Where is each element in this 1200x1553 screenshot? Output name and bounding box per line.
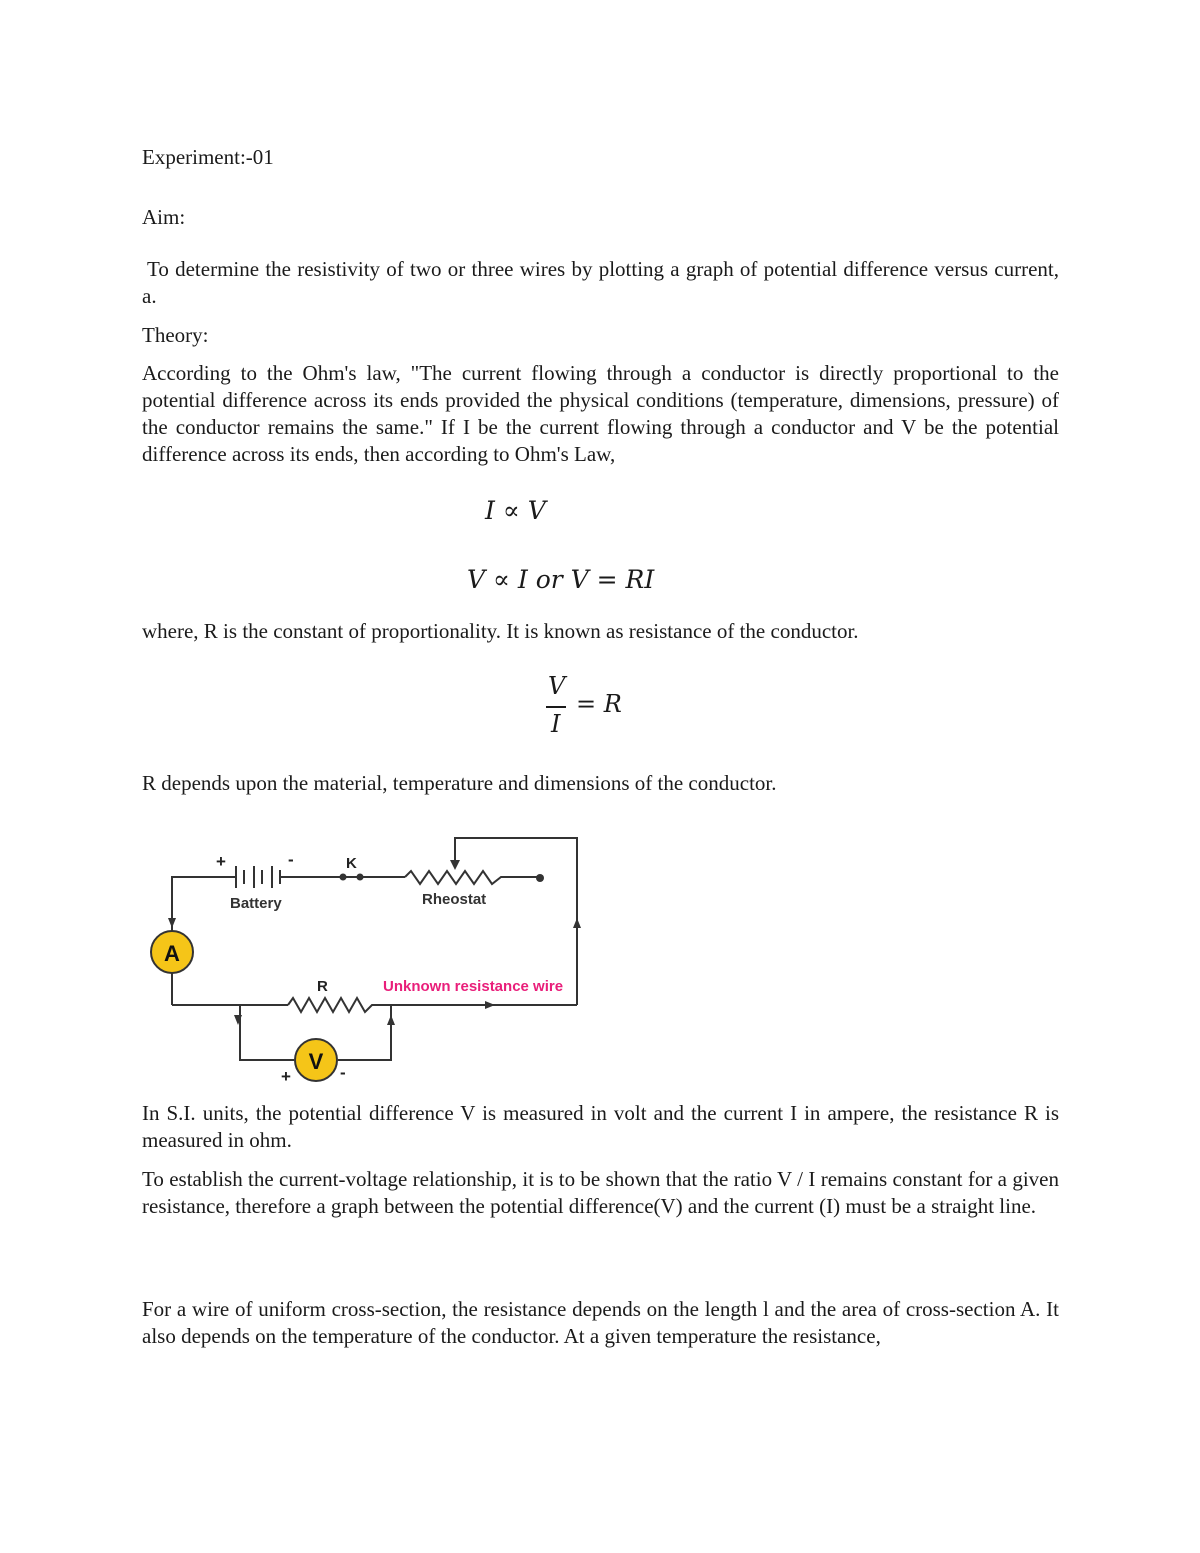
- current-voltage-paragraph: To establish the current-voltage relationship, it is to be shown that the ratio V / I remains constant for a given resistance, therefore a graph between the potential difference(V) and the current (I) must be a straight line.: [142, 1167, 1059, 1218]
- experiment-title: Experiment:-01: [142, 145, 274, 169]
- voltmeter-minus-sign: -: [340, 1063, 346, 1082]
- fraction-denominator: I: [551, 710, 561, 738]
- battery-label: Battery: [230, 895, 282, 912]
- rheostat-label: Rheostat: [422, 891, 487, 908]
- resistance-factors: R depends upon the material, temperature and dimensions of the conductor.: [142, 771, 777, 795]
- ohms-law-paragraph: According to the Ohm's law, "The current flowing through a conductor is directly proportional to the potential difference across its ends provided the physical conditions (temperature, dimensions, pressure) of the conductor remains the same." If I be the current flowing through a conductor and V be the potential difference across its ends, then according to Ohm's Law,: [142, 361, 1059, 466]
- fraction-rhs-value: R: [603, 690, 622, 718]
- resistor-label: R: [317, 978, 328, 995]
- unknown-wire-label: Unknown resistance wire: [383, 978, 564, 995]
- voltmeter-label: V: [308, 1049, 324, 1074]
- fraction-rhs: = R: [576, 690, 622, 718]
- resistance-definition: where, R is the constant of proportionality. It is known as resistance of the conductor.: [142, 619, 859, 643]
- ammeter-label: A: [164, 941, 180, 966]
- fraction-bar: [546, 706, 566, 708]
- theory-heading: Theory:: [142, 323, 209, 347]
- circuit-diagram: [140, 825, 600, 1090]
- resistance-fraction: [540, 672, 630, 744]
- uniform-wire-paragraph: For a wire of uniform cross-section, the resistance depends on the length l and the area of cross-section A. It also depends on the temperature of the conductor. At a given temperature the resistance,: [142, 1297, 1059, 1348]
- si-units-paragraph: In S.I. units, the potential difference V is measured in volt and the current I in ampere, the resistance R is measured in ohm.: [142, 1101, 1059, 1152]
- battery-minus-sign: -: [288, 850, 294, 869]
- equation-ohms-law: V ∝ I or V = RI: [467, 565, 655, 594]
- equation-proportional: I ∝ V: [485, 496, 546, 525]
- fraction-numerator: V: [548, 672, 566, 700]
- battery-plus-sign: +: [216, 852, 226, 871]
- aim-heading: Aim:: [142, 205, 186, 229]
- voltmeter-plus-sign: +: [281, 1067, 291, 1086]
- key-label: K: [346, 855, 357, 872]
- aim-text: To determine the resistivity of two or three wires by plotting a graph of potential difference versus current, a.: [142, 257, 1059, 308]
